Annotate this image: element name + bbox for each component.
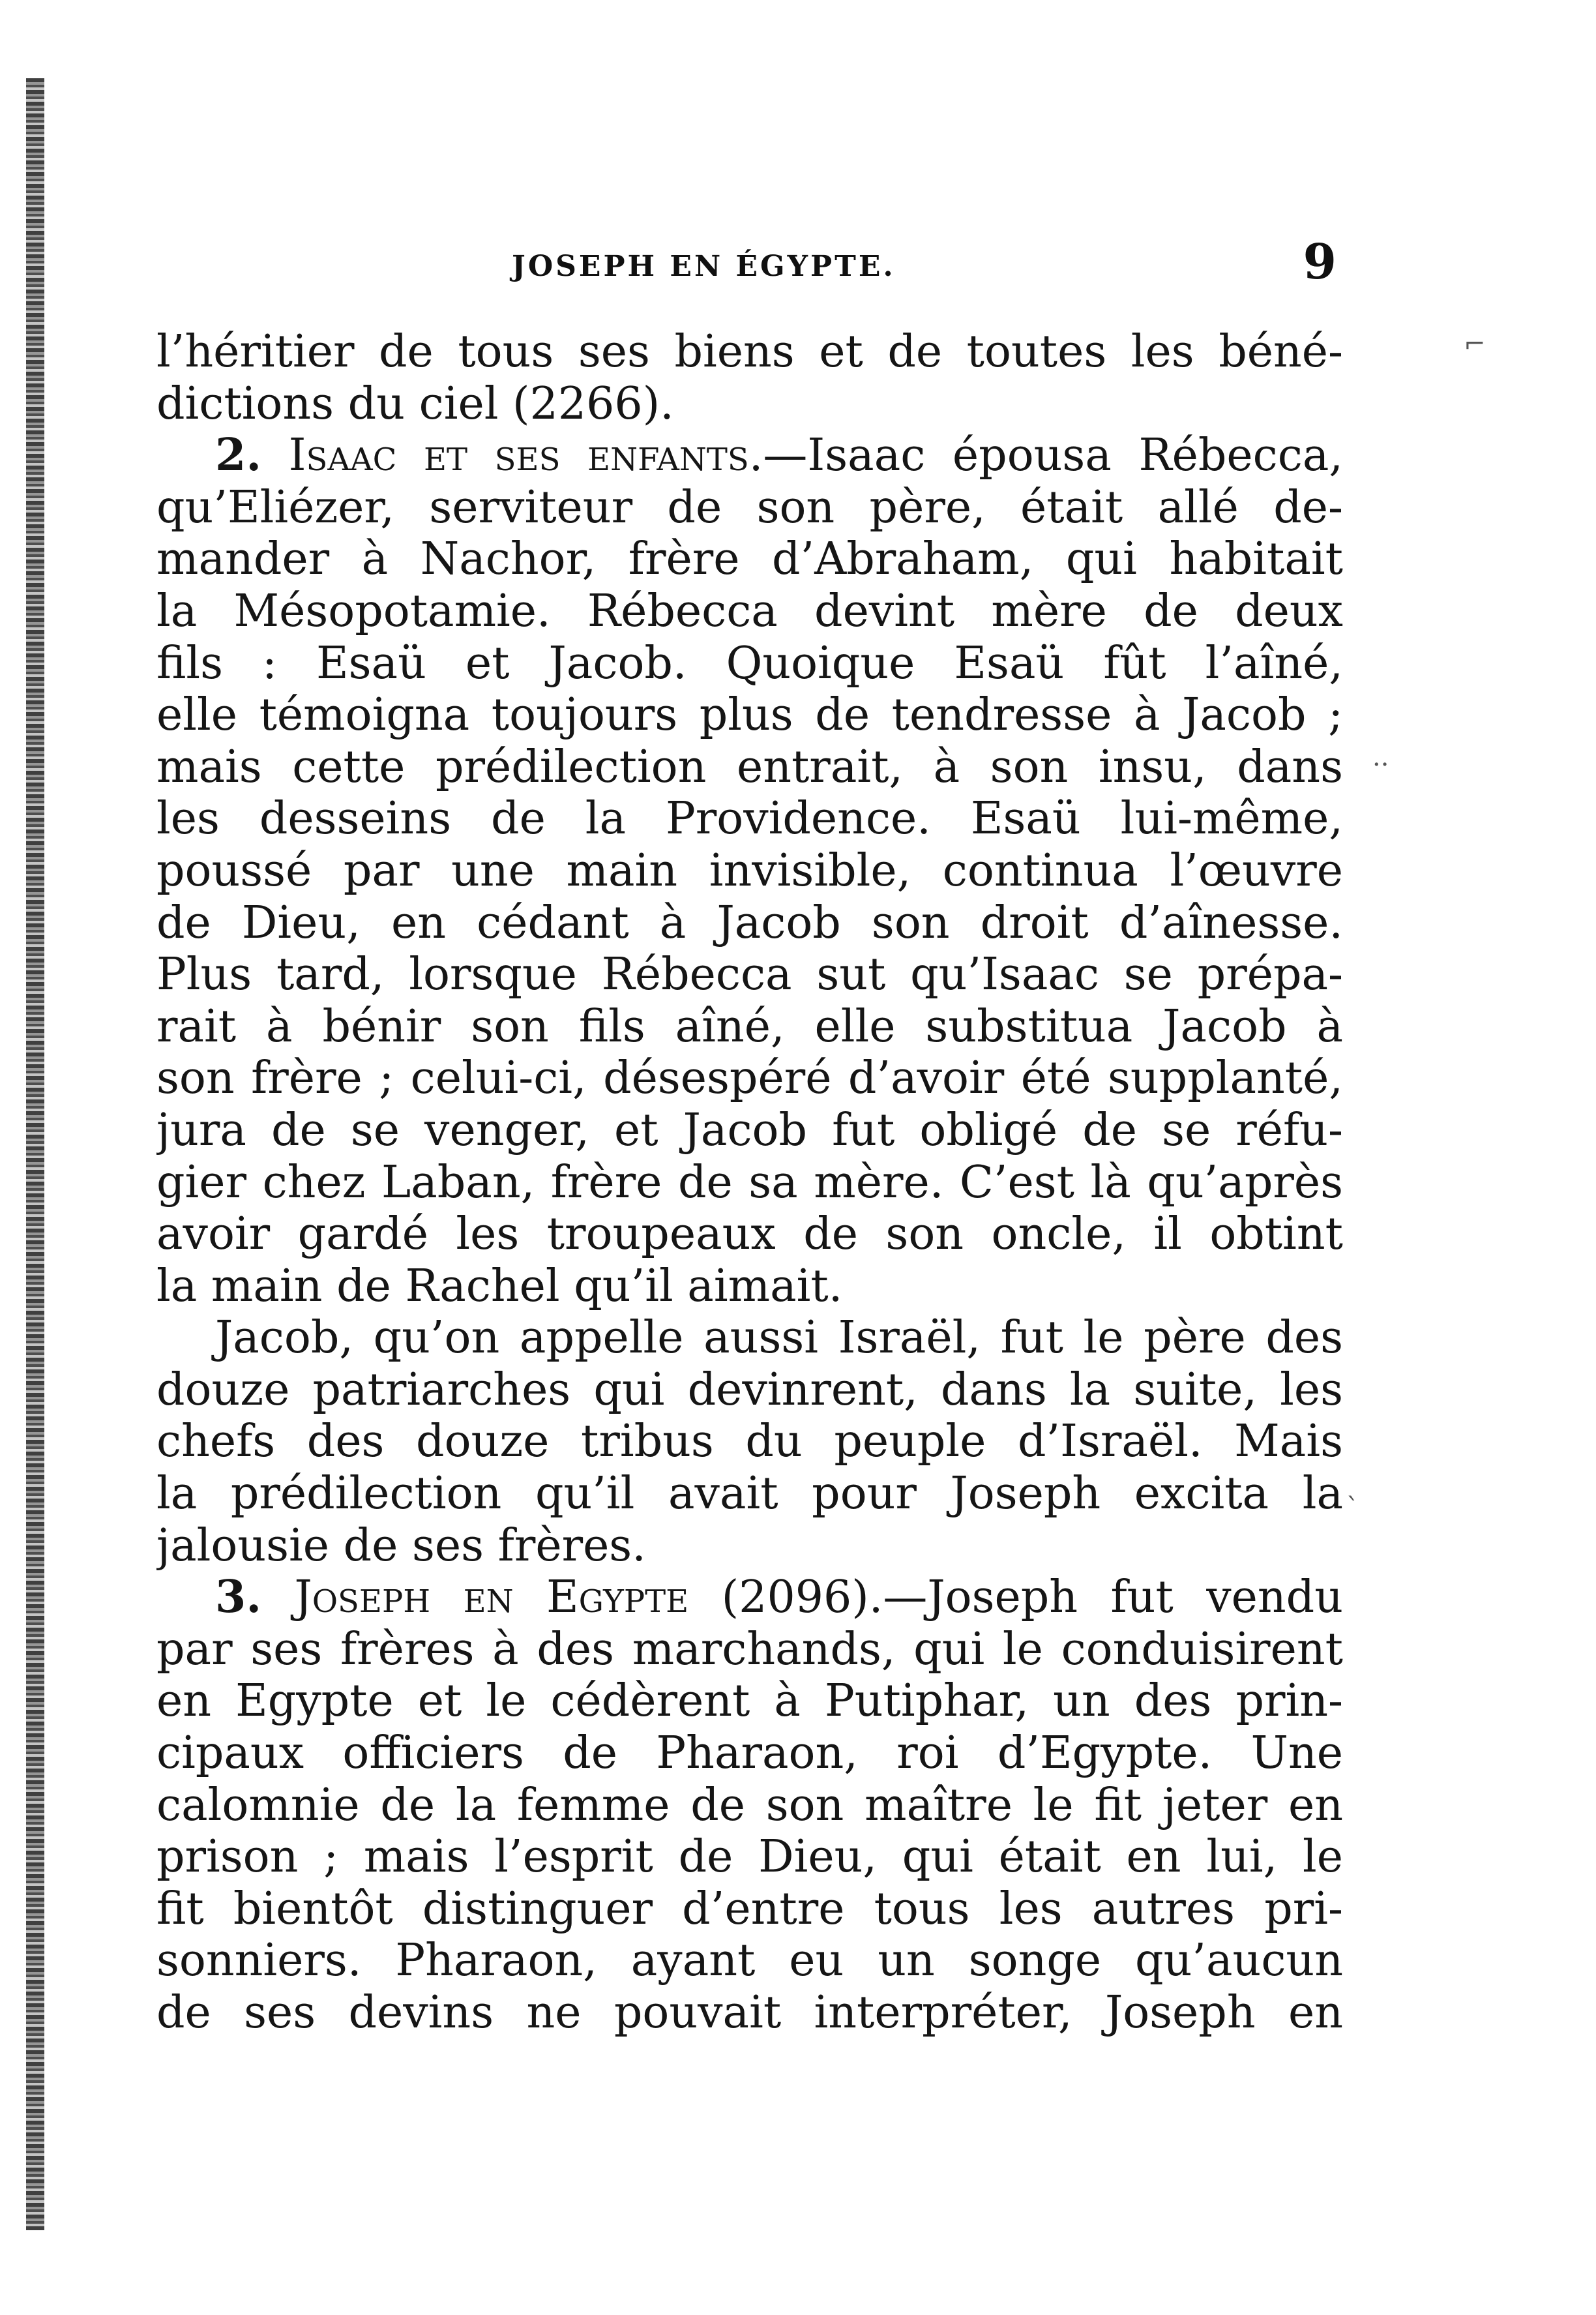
margin-speck: ` xyxy=(1346,1493,1359,1523)
line-text: l’héritier de tous ses biens et de toutes les béné- xyxy=(156,326,1343,378)
text-line xyxy=(156,1572,1343,1624)
page-header xyxy=(156,234,1343,297)
text-line xyxy=(156,1675,1343,1727)
line-text: fit bientôt distinguer d’entre tous les autres pri- xyxy=(156,1883,1343,1935)
line-text: prison ; mais l’esprit de Dieu, qui était en lui, le xyxy=(156,1831,1343,1883)
line-text: cipaux officiers de Pharaon, roi d’Egypte. Une xyxy=(156,1727,1343,1780)
text-line xyxy=(156,1105,1343,1157)
line-text: fils : Esaü et Jacob. Quoique Esaü fût l’aîné, xyxy=(156,637,1343,689)
line-text: la Mésopotamie. Rébecca devint mère de deux xyxy=(156,585,1343,637)
body-text xyxy=(156,326,1343,2039)
line-text: en Egypte et le cédèrent à Putiphar, un des prin- xyxy=(156,1675,1343,1727)
line-text: la main de Rachel qu’il aimait. xyxy=(156,1260,843,1312)
text-line xyxy=(156,1935,1343,1987)
line-text: sonniers. Pharaon, ayant eu un songe qu’aucun xyxy=(156,1935,1343,1987)
margin-speck: ·· xyxy=(1372,750,1389,780)
text-line xyxy=(156,1261,1343,1313)
text-line xyxy=(156,1987,1343,2039)
line-text: mais cette prédilection entrait, à son insu, dans xyxy=(156,741,1343,793)
text-line xyxy=(156,1468,1343,1520)
text-line xyxy=(156,793,1343,845)
line-text: jura de se venger, et Jacob fut obligé de se réfu- xyxy=(156,1104,1343,1156)
line-text: elle témoigna toujours plus de tendresse à Jacob ; xyxy=(156,689,1343,741)
line-text: —Isaac épousa Rébecca, xyxy=(763,430,1343,482)
line-text: poussé par une main invisible, continua l’œuvre xyxy=(156,844,1343,897)
margin-speck: ⌐ xyxy=(1464,329,1486,359)
text-line xyxy=(156,1780,1343,1832)
line-text: de ses devins ne pouvait interpréter, Joseph en xyxy=(156,1987,1343,2039)
text-line xyxy=(156,1416,1343,1468)
line-text: calomnie de la femme de son maître le fit jeter en xyxy=(156,1779,1343,1831)
text-line xyxy=(156,689,1343,741)
text-line xyxy=(156,638,1343,690)
section-number: 3. xyxy=(215,1572,261,1624)
text-line xyxy=(156,1364,1343,1416)
line-text: qu’Eliézer, serviteur de son père, était allé de- xyxy=(156,481,1343,533)
text-line xyxy=(156,326,1343,378)
text-line xyxy=(156,1157,1343,1209)
text-line xyxy=(156,1520,1343,1572)
line-text: les desseins de la Providence. Esaü lui-même, xyxy=(156,793,1343,845)
text-line xyxy=(156,949,1343,1001)
text-line xyxy=(156,741,1343,794)
line-text: Jacob, qu’on appelle aussi Israël, fut le père des xyxy=(215,1312,1343,1364)
text-line xyxy=(156,1053,1343,1105)
running-title: JOSEPH EN ÉGYPTE. xyxy=(512,250,896,283)
text-line xyxy=(156,430,1343,482)
text-line xyxy=(156,845,1343,897)
line-text: douze patriarches qui devinrent, dans la suite, les xyxy=(156,1364,1343,1416)
section-number: 2. xyxy=(215,430,261,482)
section-heading: Isaac et ses enfants. xyxy=(288,430,763,482)
line-text: (2096).—Joseph fut vendu xyxy=(688,1572,1343,1624)
line-text: par ses frères à des marchands, qui le conduisirent xyxy=(156,1623,1343,1675)
text-line xyxy=(156,897,1343,949)
text-line xyxy=(156,533,1343,586)
text-line xyxy=(156,1831,1343,1883)
text-line xyxy=(156,1312,1343,1364)
text-line xyxy=(156,482,1343,534)
text-line xyxy=(156,1727,1343,1780)
line-text: Plus tard, lorsque Rébecca sut qu’Isaac se prépa- xyxy=(156,949,1343,1001)
text-line xyxy=(156,378,1343,430)
page-number: 9 xyxy=(1303,234,1337,290)
text-line xyxy=(156,1001,1343,1053)
line-text: gier chez Laban, frère de sa mère. C’est là qu’après xyxy=(156,1156,1343,1208)
line-text: dictions du ciel (2266). xyxy=(156,378,674,430)
section-heading: Joseph en Egypte xyxy=(294,1572,689,1624)
line-text: avoir gardé les troupeaux de son oncle, il obtint xyxy=(156,1208,1343,1261)
line-text: la prédilection qu’il avait pour Joseph excita la xyxy=(156,1468,1343,1520)
line-text: jalousie de ses frères. xyxy=(156,1519,646,1572)
text-line xyxy=(156,1624,1343,1676)
line-text: son frère ; celui-ci, désespéré d’avoir été supplanté, xyxy=(156,1053,1343,1105)
line-text: rait à bénir son fils aîné, elle substitua Jacob à xyxy=(156,1000,1343,1053)
binding-edge xyxy=(26,78,44,2230)
line-text: de Dieu, en cédant à Jacob son droit d’aînesse. xyxy=(156,897,1343,949)
line-text: chefs des douze tribus du peuple d’Israël. Mais xyxy=(156,1416,1343,1468)
line-text: mander à Nachor, frère d’Abraham, qui habitait xyxy=(156,533,1343,586)
text-line xyxy=(156,586,1343,638)
text-line xyxy=(156,1883,1343,1935)
text-line xyxy=(156,1208,1343,1261)
